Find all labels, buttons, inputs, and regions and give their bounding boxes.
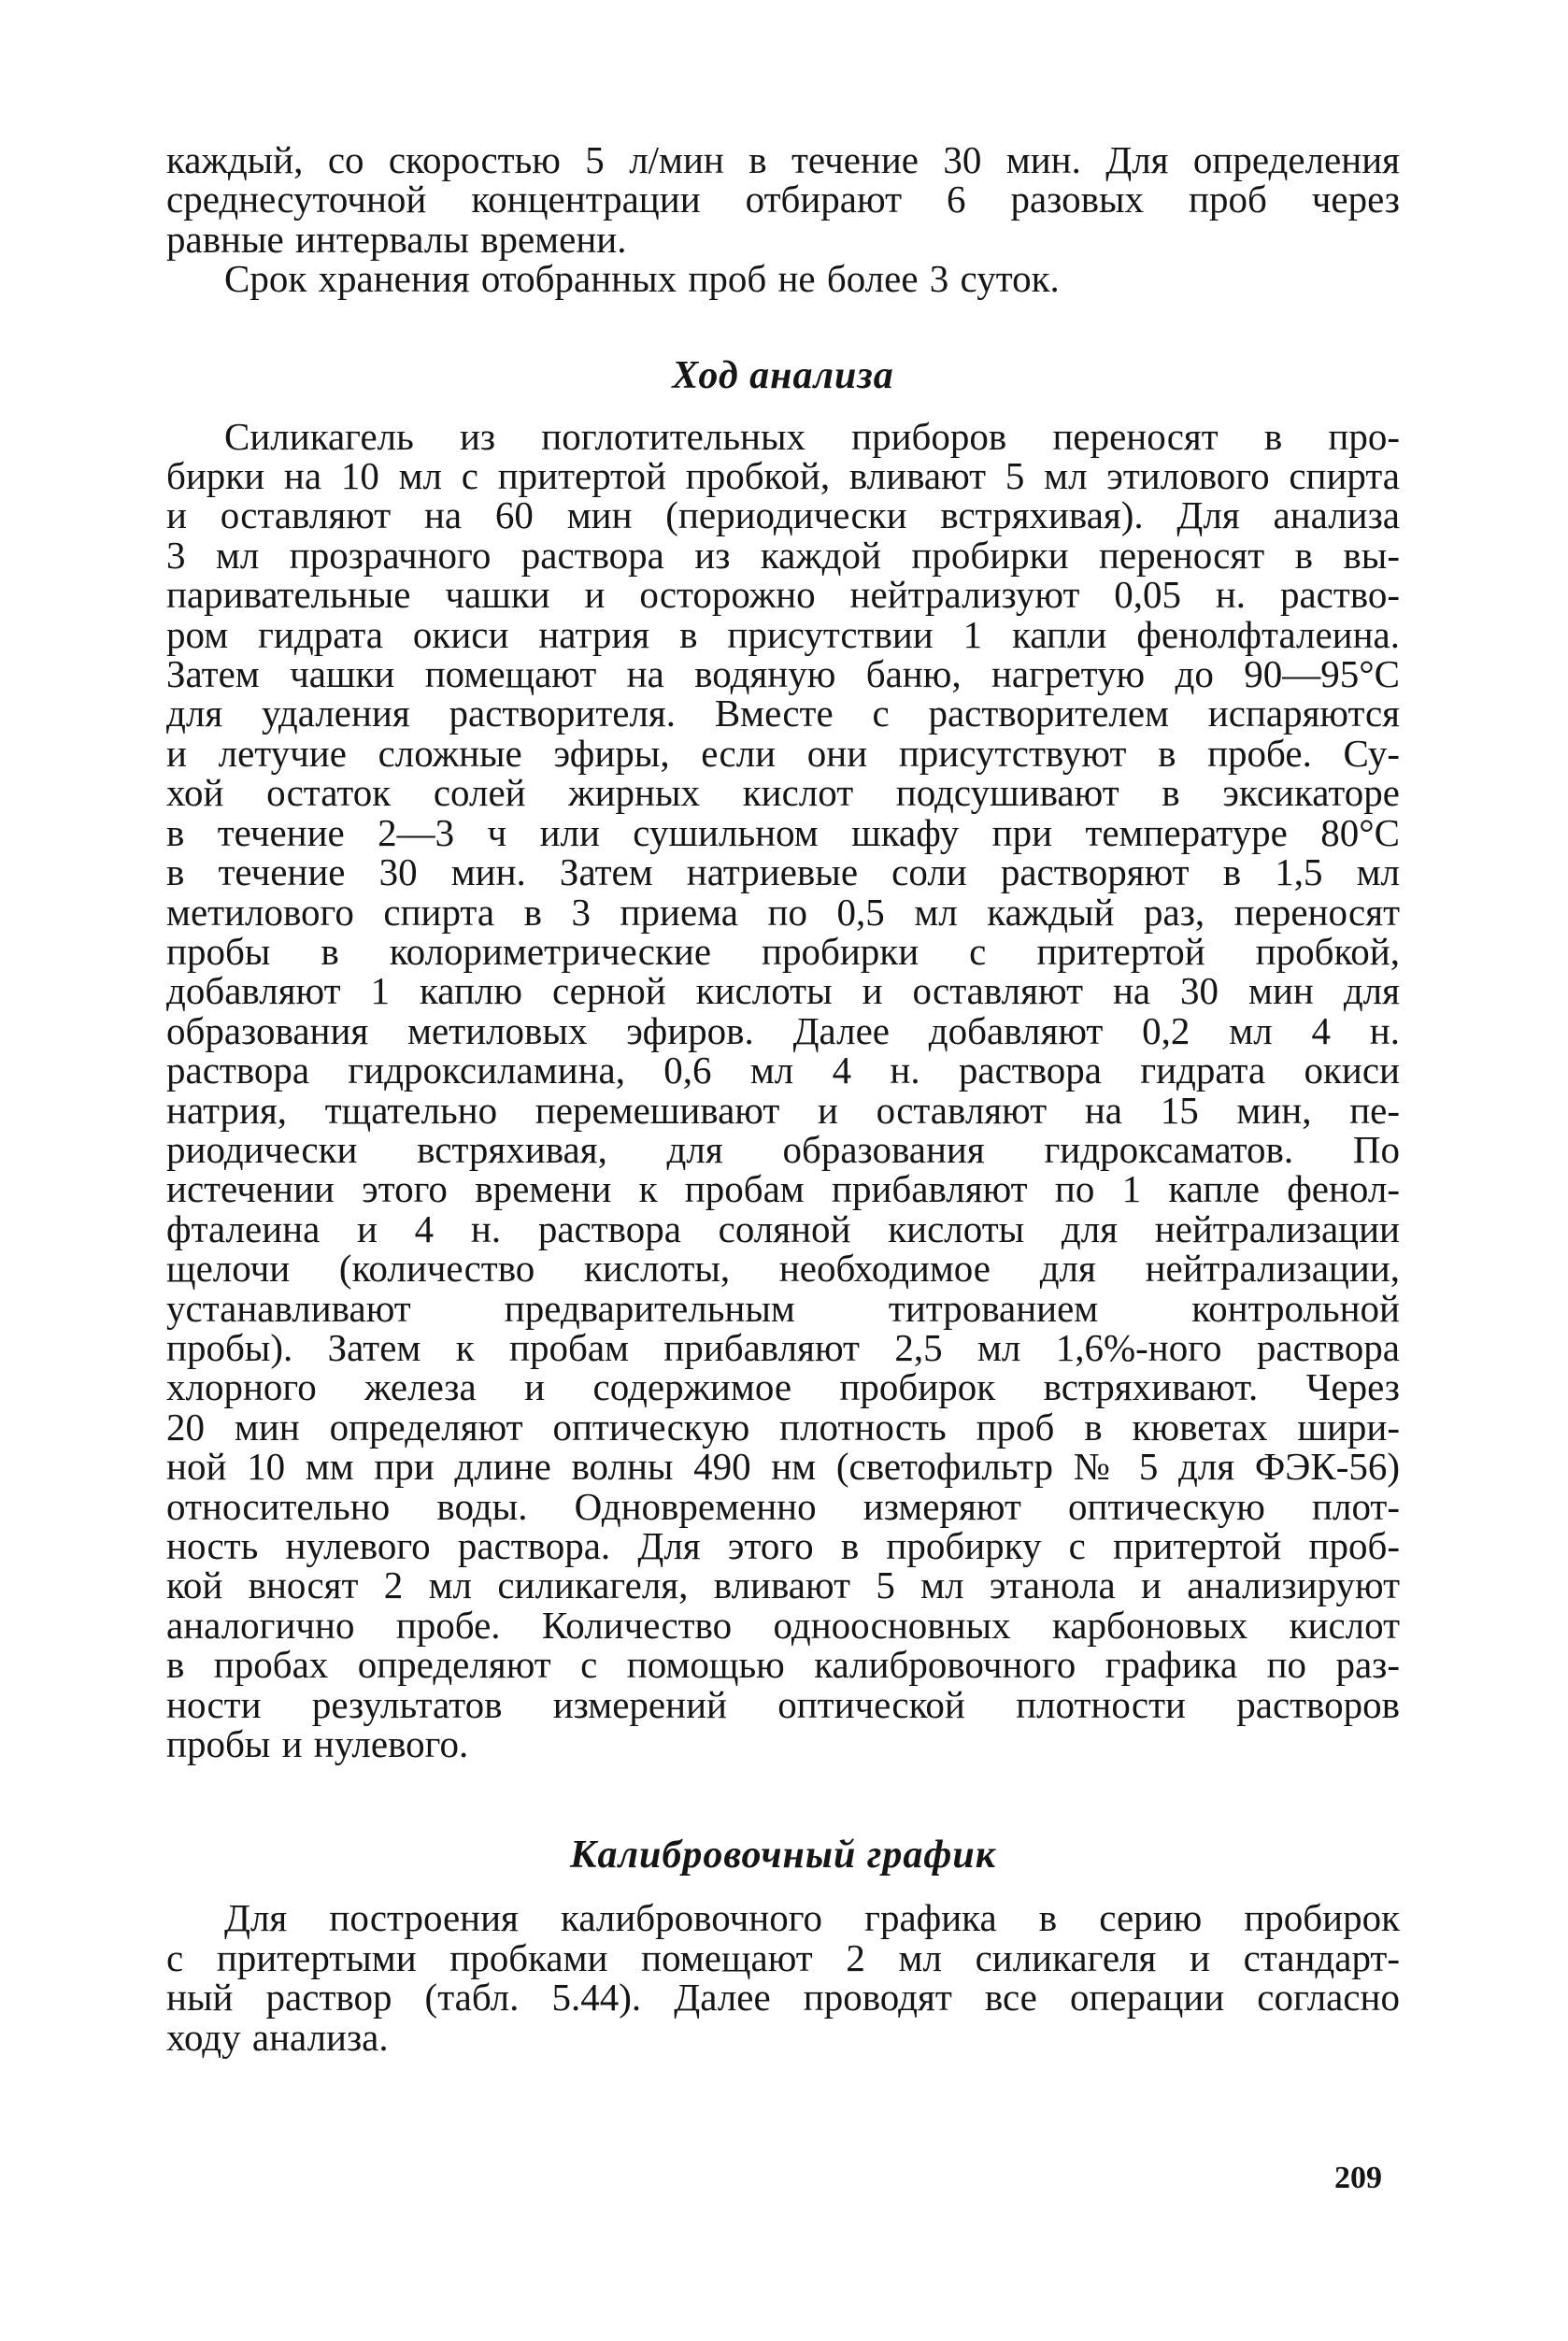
text-line: аналогично пробе. Количество одноосновных карбоновых кислот: [166, 1603, 1400, 1647]
text-line: в пробах определяют с помощью калибровочного графика по раз-: [166, 1643, 1400, 1687]
text-line: хлорного железа и содержимое пробирок встряхивают. Через: [166, 1365, 1400, 1409]
text-line: ности результатов измерений оптической плотности растворов: [166, 1682, 1400, 1726]
text-line: раствора гидроксиламина, 0,6 мл 4 н. раствора гидрата окиси: [166, 1049, 1400, 1092]
text-line: ной 10 мм при длине волны 490 нм (светофильтр № 5 для ФЭК-56): [166, 1445, 1400, 1489]
text-line: для удаления растворителя. Вместе с растворителем испаряются: [166, 692, 1400, 735]
text-line: и оставляют на 60 мин (периодически встряхивая). Для анализа: [166, 493, 1400, 537]
text-line: Для построения калибровочного графика в серию пробирок: [224, 1896, 1400, 1940]
text-line: в течение 2—3 ч или сушильном шкафу при температуре 80°С: [166, 810, 1400, 854]
text-line: 20 мин определяют оптическую плотность проб в кюветах шири-: [166, 1405, 1400, 1449]
text-line: метилового спирта в 3 приема по 0,5 мл каждый раз, переносят: [166, 890, 1400, 934]
text-line: натрия, тщательно перемешивают и оставляют на 15 мин, пе-: [166, 1088, 1400, 1132]
text-line: равные интервалы времени.: [166, 217, 627, 261]
text-line: образования метиловых эфиров. Далее добавляют 0,2 мл 4 н.: [166, 1008, 1400, 1052]
text-line: среднесуточной концентрации отбирают 6 разовых проб через: [166, 178, 1400, 221]
text-line: хой остаток солей жирных кислот подсушивают в эксикаторе: [166, 771, 1400, 815]
text-line: добавляют 1 каплю серной кислоты и оставляют на 30 мин для: [166, 969, 1400, 1013]
text-line: в течение 30 мин. Затем натриевые соли растворяют в 1,5 мл: [166, 850, 1400, 894]
text-line: Затем чашки помещают на водяную баню, нагретую до 90—95°С: [166, 652, 1400, 696]
text-line: паривательные чашки и осторожно нейтрализуют 0,05 н. раство-: [166, 573, 1400, 617]
storage-paragraph: [166, 257, 1400, 301]
text-line: 3 мл прозрачного раствора из каждой пробирки переносят в вы-: [166, 533, 1400, 577]
text-line: устанавливают предварительным титрованием контрольной: [166, 1286, 1400, 1330]
text-line: риодически встряхивая, для образования гидроксаматов. По: [166, 1127, 1400, 1171]
page-number: 209: [1334, 2161, 1382, 2195]
text-line: ходу анализа.: [166, 2015, 389, 2059]
analysis-paragraph: [166, 414, 1400, 1766]
text-line: бирки на 10 мл с притертой пробкой, вливают 5 мл этилового спирта: [166, 454, 1400, 498]
text-line: каждый, со скоростью 5 л/мин в течение 30 мин. Для определения: [166, 138, 1400, 181]
text-line: относительно воды. Одновременно измеряют оптическую плот-: [166, 1484, 1400, 1528]
text-line: пробы в колориметрические пробирки с притертой пробкой,: [166, 929, 1400, 973]
text-line: кой вносят 2 мл силикагеля, вливают 5 мл этанола и анализируют: [166, 1563, 1400, 1607]
text-line: с притертыми пробками помещают 2 мл силикагеля и стандарт-: [166, 1935, 1400, 1979]
intro-paragraph: [166, 140, 1400, 259]
text-line: ность нулевого раствора. Для этого в пробирку с притертой проб-: [166, 1524, 1400, 1567]
book-page: [166, 140, 1400, 2243]
text-line: Силикагель из поглотительных приборов переносят в про-: [224, 414, 1400, 458]
text-line: ный раствор (табл. 5.44). Далее проводят все операции согласно: [166, 1976, 1400, 2020]
section-heading-analysis: Ход анализа: [672, 353, 894, 397]
text-line: ром гидрата окиси натрия в присутствии 1 капли фенолфталеина.: [166, 612, 1400, 656]
text-line: и летучие сложные эфиры, если они присутствуют в пробе. Су-: [166, 731, 1400, 775]
text-line: пробы и нулевого.: [166, 1722, 469, 1766]
text-line: фталеина и 4 н. раствора соляной кислоты для нейтрализации: [166, 1206, 1400, 1250]
text-line: пробы). Затем к пробам прибавляют 2,5 мл 1,6%-ного раствора: [166, 1325, 1400, 1369]
calibration-paragraph: [166, 1898, 1400, 2057]
text-line: истечении этого времени к пробам прибавляют по 1 капле фенол-: [166, 1167, 1400, 1211]
section-heading-calibration: Калибровочный график: [569, 1834, 997, 1877]
text-line: щелочи (количество кислоты, необходимое для нейтрализации,: [166, 1247, 1400, 1291]
text-line: Срок хранения отобранных проб не более 3 суток.: [224, 257, 1060, 301]
